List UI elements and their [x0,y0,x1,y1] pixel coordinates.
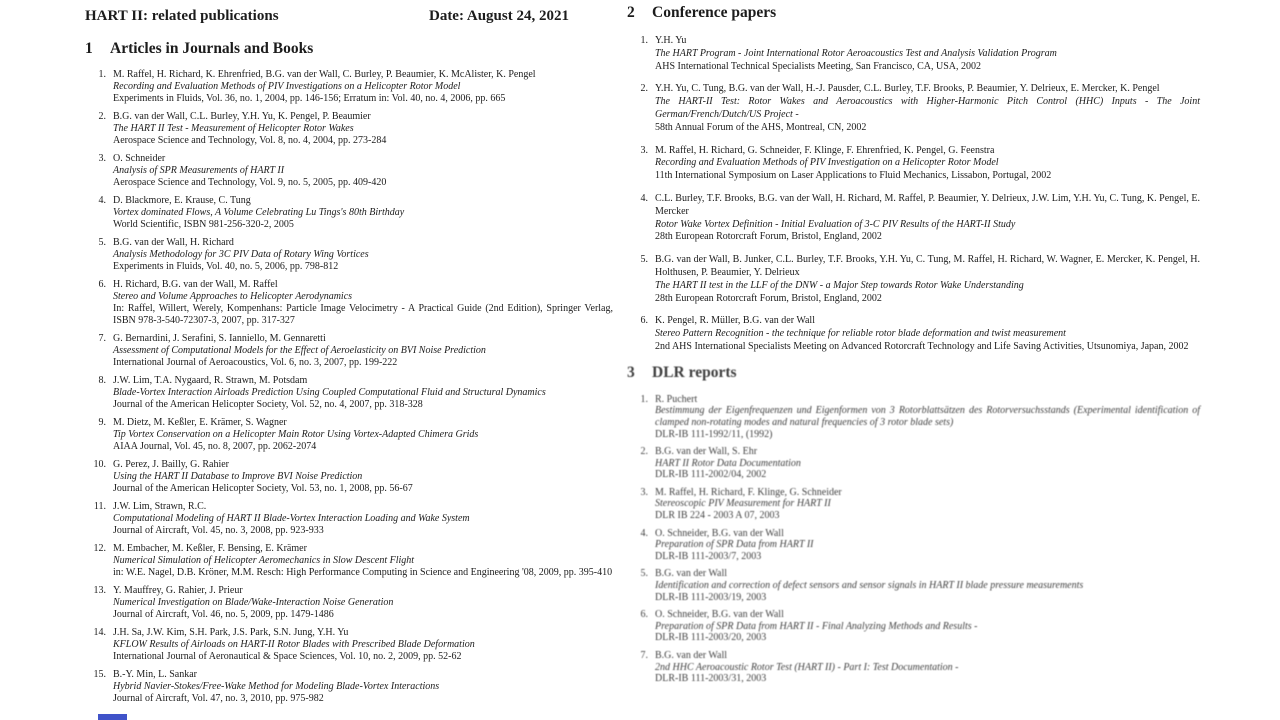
reference-authors: B.G. van der Wall, B. Junker, C.L. Burley, T.F. Brooks, Y.H. Yu, C. Tung, M. Raffel, H. Richard, W. Wagner, E. Mercker, K. Pengel, H. Holthusen, P. Beaumier, Y. Delrieux [655,254,1200,278]
reference-item [627,487,1200,522]
reference-source: DLR-IB 111-2003/19, 2003 [655,591,767,603]
reference-item [627,568,1200,603]
reference-item [627,446,1200,481]
reference-title: Hybrid Navier-Stokes/Free-Wake Method for Modeling Blade-Vortex Interactions [113,681,440,692]
reference-item [627,145,1200,183]
reference-number: 3. [640,486,648,498]
reference-number: 9. [98,417,106,428]
page-title: HART II: related publications [85,8,279,24]
reference-authors: O. Schneider [113,153,166,164]
reference-source: DLR-IB 111-2003/7, 2003 [655,550,762,562]
reference-source: Experiments in Fluids, Vol. 36, no. 1, 2004, pp. 146-156; Erratum in: Vol. 40, no. 4, 2006, pp. 665 [113,93,506,104]
document-header [85,0,569,25]
reference-title: The HART Program - Joint International Rotor Aeroacoustics Test and Analysis Validation Program [655,47,1057,59]
reference-title: Stereoscopic PIV Measurement for HART II [655,498,831,510]
reference-item [85,543,613,579]
section-dlr-reports [627,364,1200,685]
reference-item [627,394,1200,440]
reference-source: Journal of Aircraft, Vol. 47, no. 3, 2010, pp. 975-982 [113,693,324,704]
reference-authors: R. Puchert [655,393,698,405]
reference-title: Analysis of SPR Measurements of HART II [113,165,285,176]
reference-item [85,153,613,189]
reference-authors: J.H. Sa, J.W. Kim, S.H. Park, J.S. Park, S.N. Jung, Y.H. Yu [113,627,349,638]
journal-articles-list [85,69,613,705]
section-title: DLR reports [652,363,737,381]
reference-source: Aerospace Science and Technology, Vol. 9, no. 5, 2005, pp. 409-420 [113,177,387,188]
reference-source: DLR-IB 111-2003/20, 2003 [655,632,767,644]
reference-number: 7. [98,333,106,344]
reference-authors: M. Embacher, M. Keßler, F. Bensing, E. Krämer [113,543,307,554]
left-column [85,0,613,711]
reference-item [627,254,1200,305]
section-title: Conference papers [652,4,777,21]
reference-number: 1. [640,393,648,405]
reference-item [85,195,613,231]
reference-title: Stereo and Volume Approaches to Helicopter Aerodynamics [113,291,353,302]
reference-number: 2. [640,446,648,458]
reference-number: 1. [98,69,106,80]
reference-authors: B.G. van der Wall, S. Ehr [655,446,758,458]
reference-source: DLR-IB 111-1992/11, (1992) [655,428,773,440]
reference-authors: Y. Mauffrey, G. Rahier, J. Prieur [113,585,243,596]
reference-title: 2nd HHC Aeroacoustic Rotor Test (HART II) - Part I: Test Documentation - [655,661,959,673]
reference-number: 3. [640,144,648,156]
reference-number: 7. [640,650,648,662]
reference-authors: C.L. Burley, T.F. Brooks, B.G. van der Wall, H. Richard, M. Raffel, P. Beaumier, Y. Delrieux, J.W. Lim, Y.H. Yu, C. Tung, K. Pengel, E. Mercker [655,192,1200,217]
reference-item [85,111,613,147]
reference-authors: B.G. van der Wall, C.L. Burley, Y.H. Yu, K. Pengel, P. Beaumier [113,111,371,122]
reference-authors: J.W. Lim, Strawn, R.C. [113,501,207,512]
reference-source: Journal of Aircraft, Vol. 46, no. 5, 2009, pp. 1479-1486 [113,609,334,620]
reference-authors: M. Raffel, H. Richard, F. Klinge, G. Schneider [655,486,842,498]
reference-authors: B.G. van der Wall, H. Richard [113,237,234,248]
reference-source: Experiments in Fluids, Vol. 40, no. 5, 2006, pp. 798-812 [113,261,339,272]
reference-number: 15. [93,669,106,680]
reference-item [85,669,613,705]
reference-source: International Journal of Aeronautical & Space Sciences, Vol. 10, no. 2, 2009, pp. 52-62 [113,651,462,662]
reference-source: In: Raffel, Willert, Werely, Kompenhans: Particle Image Velocimetry - A Practical Guide (2nd Edition), Springer Verlag, ISBN 978-3-540-72307-3, 2007, pp. 317-327 [113,303,613,326]
date-label: Date: August 24, 2021 [428,8,569,24]
reference-title: Preparation of SPR Data from HART II [655,539,814,551]
right-column [627,0,1200,691]
reference-source: DLR IB 224 - 2003 A 07, 2003 [655,510,780,522]
reference-source: 28th European Rotorcraft Forum, Bristol, England, 2002 [655,231,882,243]
reference-source: Journal of the American Helicopter Society, Vol. 53, no. 1, 2008, pp. 56-67 [113,483,413,494]
reference-number: 5. [640,568,648,580]
reference-item [85,279,613,327]
reference-source: Journal of Aircraft, Vol. 45, no. 3, 2008, pp. 923-933 [113,525,324,536]
reference-title: Rotor Wake Vortex Definition - Initial Evaluation of 3-C PIV Results of the HART-II Study [655,218,1016,230]
reference-number: 2. [640,83,648,95]
reference-authors: H. Richard, B.G. van der Wall, M. Raffel [113,279,278,290]
reference-item [85,585,613,621]
reference-title: Assessment of Computational Models for the Effect of Aeroelasticity on BVI Noise Prediction [113,345,486,356]
section-heading-journal-articles [85,40,613,58]
reference-title: Numerical Investigation on Blade/Wake-Interaction Noise Generation [113,597,394,608]
reference-title: The HART II test in the LLF of the DNW - a Major Step towards Rotor Wake Understanding [655,279,1024,291]
reference-authors: Y.H. Yu, C. Tung, B.G. van der Wall, H.-J. Pausder, C.L. Burley, T.F. Brooks, P. Beaumier, Y. Delrieux, E. Mercker, K. Pengel [655,83,1160,95]
reference-number: 3. [98,153,106,164]
reference-item [627,193,1200,244]
reference-source: World Scientific, ISBN 981-256-320-2, 2005 [113,219,294,230]
reference-item [85,459,613,495]
reference-source: 11th International Symposium on Laser Applications to Fluid Mechanics, Lissabon, Portugal, 2002 [655,170,1052,182]
reference-source: 58th Annual Forum of the AHS, Montreal, CN, 2002 [655,121,867,133]
reference-item [85,237,613,273]
reference-number: 13. [93,585,106,596]
reference-number: 4. [640,192,648,204]
reference-title: Numerical Simulation of Helicopter Aeromechanics in Slow Descent Flight [113,555,415,566]
reference-number: 5. [640,254,648,266]
section-number: 2 [627,4,635,21]
reference-title: Analysis Methodology for 3C PIV Data of Rotary Wing Vortices [113,249,369,260]
reference-item [627,83,1200,134]
reference-authors: G. Perez, J. Bailly, G. Rahier [113,459,229,470]
reference-number: 8. [98,375,106,386]
reference-source: Aerospace Science and Technology, Vol. 8, no. 4, 2004, pp. 273-284 [113,135,387,146]
conference-papers-list [627,35,1200,354]
reference-number: 6. [640,609,648,621]
reference-item [85,627,613,663]
reference-title: The HART-II Test: Rotor Wakes and Aeroacoustics with Higher-Harmonic Pitch Control (HHC) Inputs - The Joint German/French/Dutch/US Project - [655,96,1200,120]
reference-source: AIAA Journal, Vol. 45, no. 8, 2007, pp. 2062-2074 [113,441,317,452]
reference-authors: M. Dietz, M. Keßler, E. Krämer, S. Wagner [113,417,287,428]
reference-title: KFLOW Results of Airloads on HART-II Rotor Blades with Prescribed Blade Deformation [113,639,475,650]
reference-source: in: W.E. Nagel, D.B. Kröner, M.M. Resch: High Performance Computing in Science and Engineering '08, 2009, pp. 395-410 [113,567,613,578]
reference-authors: Y.H. Yu [655,35,687,46]
section-number: 1 [85,40,93,57]
reference-title: The HART II Test - Measurement of Helicopter Rotor Wakes [113,123,354,134]
reference-authors: B.G. van der Wall [655,568,728,580]
reference-item [85,69,613,105]
reference-title: Bestimmung der Eigenfrequenzen und Eigenformen von 3 Rotorblattsätzen des Rotorversuchsstands (Experimental identification of clamped non-rotating modes and natural frequencies of 3 rotor blade sets) [655,405,1200,428]
reference-item [85,501,613,537]
reference-source: Journal of the American Helicopter Society, Vol. 52, no. 4, 2007, pp. 318-328 [113,399,423,410]
reference-item [85,333,613,369]
reference-authors: O. Schneider, B.G. van der Wall [655,527,784,539]
reference-title: Preparation of SPR Data from HART II - Final Analyzing Methods and Results - [655,620,978,632]
reference-authors: M. Raffel, H. Richard, K. Ehrenfried, B.G. van der Wall, C. Burley, P. Beaumier, K. McAlister, K. Pengel [113,69,536,80]
reference-item [85,375,613,411]
reference-number: 11. [93,501,106,512]
reference-title: Recording and Evaluation Methods of PIV Investigation on a Helicopter Rotor Model [655,157,999,169]
reference-number: 5. [98,237,106,248]
reference-item [627,35,1200,73]
reference-authors: O. Schneider, B.G. van der Wall [655,609,784,621]
reference-authors: B.G. van der Wall [655,650,728,662]
reference-item [627,315,1200,353]
reference-authors: D. Blackmore, E. Krause, C. Tung [113,195,251,206]
reference-title: HART II Rotor Data Documentation [655,457,801,469]
reference-item [627,609,1200,644]
section-heading-dlr-reports [627,364,1200,382]
reference-number: 4. [640,527,648,539]
section-conference-papers [627,4,1200,354]
reference-source: AHS International Technical Specialists Meeting, San Francisco, CA, USA, 2002 [655,60,982,72]
reference-number: 6. [98,279,106,290]
reference-title: Blade-Vortex Interaction Airloads Prediction Using Coupled Computational Fluid and Structural Dynamics [113,387,546,398]
reference-number: 1. [640,35,648,46]
reference-number: 12. [93,543,106,554]
reference-authors: M. Raffel, H. Richard, G. Schneider, F. Klinge, F. Ehrenfried, K. Pengel, G. Feenstra [655,144,995,156]
reference-number: 6. [640,315,648,327]
reference-number: 4. [98,195,106,206]
reference-authors: K. Pengel, R. Müller, B.G. van der Wall [655,315,815,327]
reference-source: DLR-IB 111-2003/31, 2003 [655,673,767,685]
reference-authors: J.W. Lim, T.A. Nygaard, R. Strawn, M. Potsdam [113,375,308,386]
reference-source: International Journal of Aeroacoustics, Vol. 6, no. 3, 2007, pp. 199-222 [113,357,398,368]
section-heading-conference-papers [627,4,1200,22]
section-journal-articles [85,40,613,705]
reference-source: DLR-IB 111-2002/04, 2002 [655,469,767,481]
reference-title: Recording and Evaluation Methods of PIV Investigations on a Helicopter Rotor Model [113,81,461,92]
reference-title: Vortex dominated Flows, A Volume Celebrating Lu Tings's 80th Birthday [113,207,405,218]
reference-authors: B.-Y. Min, L. Sankar [113,669,197,680]
reference-source: 2nd AHS International Specialists Meeting on Advanced Rotorcraft Technology and Life Saving Activities, Utsunomiya, Japan, 2002 [655,340,1189,352]
reference-title: Identification and correction of defect sensors and sensor signals in HART II blade pressure measurements [655,580,1084,592]
section-number: 3 [627,363,635,381]
reference-source: 28th European Rotorcraft Forum, Bristol, England, 2002 [655,292,882,304]
reference-number: 2. [98,111,106,122]
reference-number: 10. [93,459,106,470]
reference-item [627,528,1200,563]
reference-title: Tip Vortex Conservation on a Helicopter Main Rotor Using Vortex-Adapted Chimera Grids [113,429,479,440]
reference-number: 14. [93,627,106,638]
dlr-reports-list [627,394,1200,685]
reference-item [85,417,613,453]
reference-authors: G. Bernardini, J. Serafini, S. Ianniello, M. Gennaretti [113,333,326,344]
reference-title: Computational Modeling of HART II Blade-Vortex Interaction Loading and Wake System [113,513,470,524]
section-title: Articles in Journals and Books [110,40,314,57]
cropped-blue-artifact [98,714,127,720]
reference-title: Using the HART II Database to Improve BVI Noise Prediction [113,471,363,482]
reference-title: Stereo Pattern Recognition - the technique for reliable rotor blade deformation and twist measurement [655,328,1066,340]
reference-item [627,650,1200,685]
